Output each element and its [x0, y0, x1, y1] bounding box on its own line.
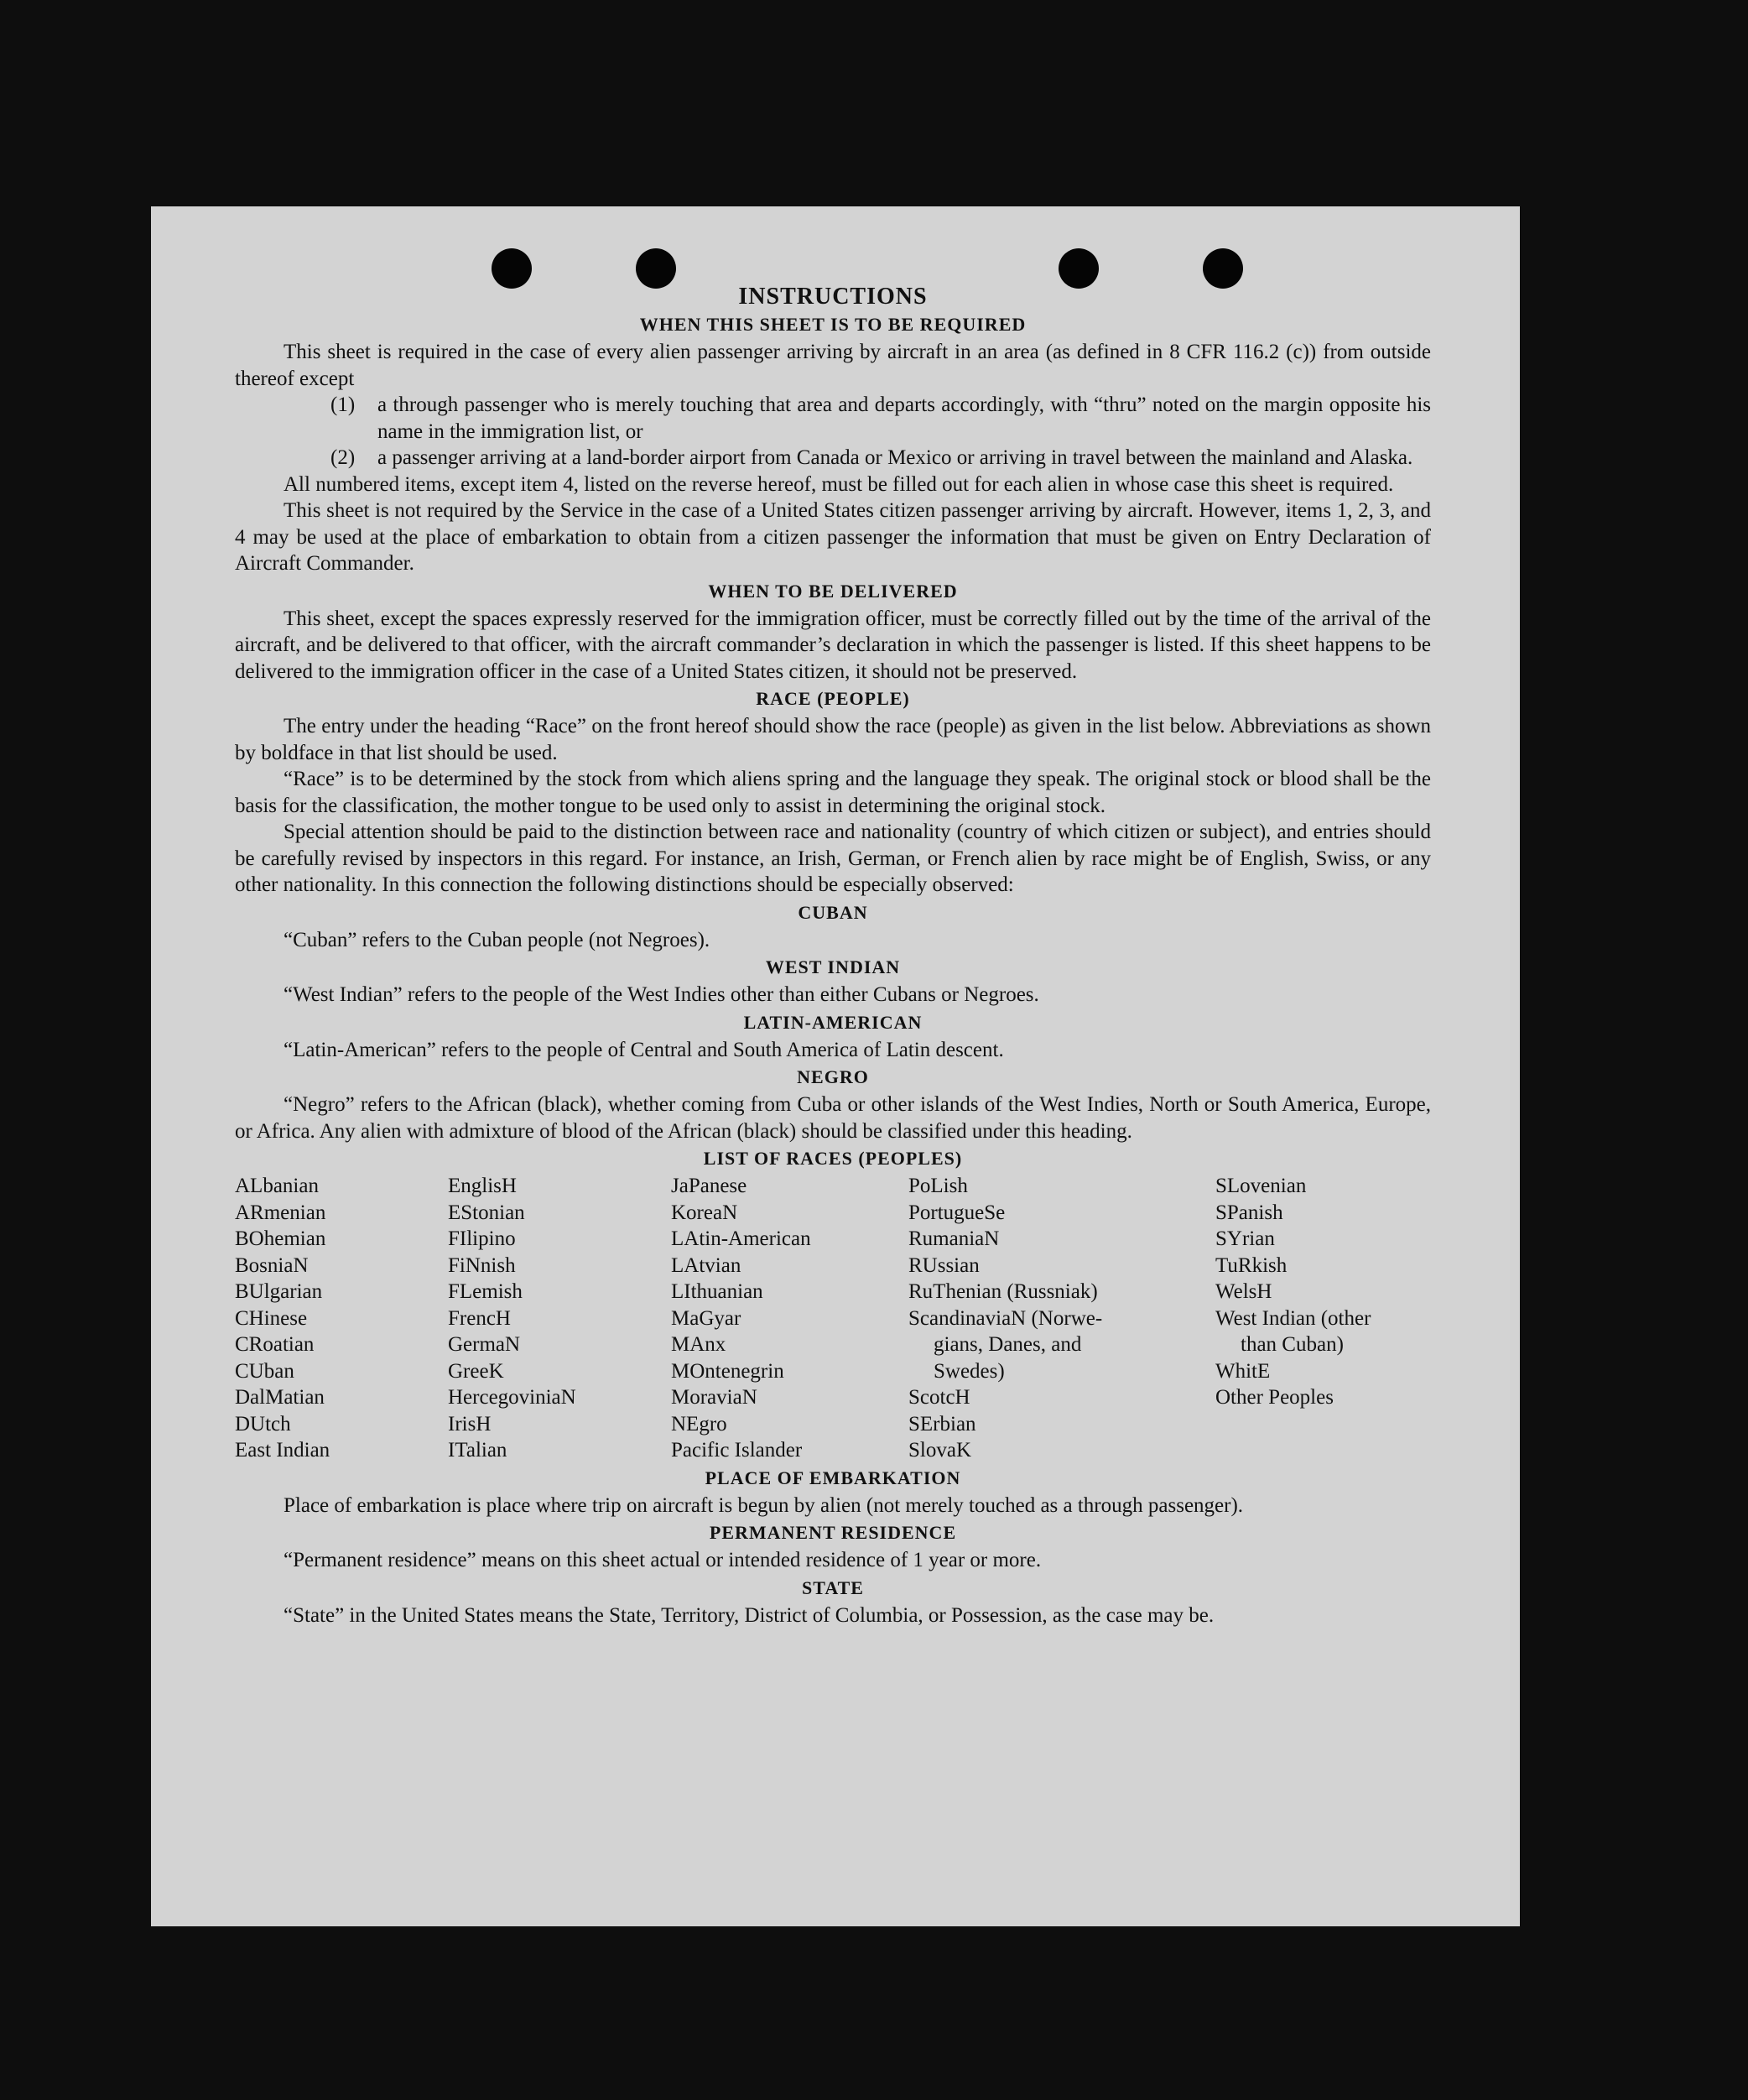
race-item: Pacific Islander — [671, 1439, 803, 1462]
numbered-item — [235, 445, 1431, 472]
punch-hole — [1059, 248, 1099, 289]
paragraph: Special attention should be paid to the distinction between race and nationality (country of which citizen or subject), and entries should be carefully revised by inspectors in this regard. For instance, an Irish, German, or French alien by race might be of English, Swiss, or any other nationality. In this connection the following distinctions should be especially observed: — [235, 821, 1431, 896]
race-item: JaPanese — [671, 1175, 747, 1197]
page-title: INSTRUCTIONS — [738, 284, 928, 310]
race-item: BOhemian — [235, 1227, 326, 1250]
paragraph: “Negro” refers to the African (black), whether coming from Cuba or other islands of the West Indies, North or South America, Europe, or Africa. Any alien with admixture of blood of the African (black) should be classified under this heading. — [235, 1093, 1431, 1143]
section-heading-required: WHEN THIS SHEET IS TO BE REQUIRED — [639, 314, 1027, 335]
race-item: WhitE — [1215, 1359, 1271, 1383]
paragraph: This sheet is required in the case of every alien passenger arriving by aircraft in an area (as defined in 8 CFR 116.2 (c)) from outside thereof except — [235, 341, 1431, 390]
race-item: BUlgarian — [235, 1280, 323, 1303]
section-heading-west-indian: WEST INDIAN — [765, 956, 901, 977]
race-item: PoLish — [908, 1175, 968, 1197]
race-item: BosniaN — [235, 1253, 309, 1277]
race-item: SLovenian — [1215, 1175, 1307, 1197]
race-item: than Cuban) — [1241, 1333, 1344, 1356]
race-item: MoraviaN — [671, 1386, 757, 1409]
race-item: ALbanian — [235, 1175, 319, 1197]
item-number: (1) — [330, 393, 356, 416]
race-item: MOntenegrin — [671, 1359, 784, 1383]
paragraph: “Cuban” refers to the Cuban people (not Negroes). — [284, 928, 710, 951]
item-text: a through passenger who is merely touching that area and departs accordingly, with “thru” noted on the margin opposite his name in the immigration list, or — [377, 393, 1431, 443]
race-item: WelsH — [1215, 1280, 1272, 1303]
race-column — [448, 1173, 671, 1464]
item-number: (2) — [330, 446, 356, 469]
numbered-item — [235, 392, 1431, 445]
paragraph: Place of embarkation is place where trip on aircraft is begun by alien (not merely touched as a through passenger). — [284, 1493, 1244, 1517]
race-item: IrisH — [448, 1412, 492, 1436]
instructions-content — [235, 284, 1431, 1628]
race-item: RumaniaN — [908, 1227, 1000, 1250]
race-item: LIthuanian — [671, 1280, 763, 1303]
race-item: RuThenian (Russniak) — [908, 1280, 1098, 1303]
section-heading-races: LIST OF RACES (PEOPLES) — [703, 1148, 963, 1169]
race-item: East Indian — [235, 1439, 330, 1462]
race-column — [671, 1173, 908, 1464]
document-sheet — [151, 206, 1520, 1926]
race-item: DUtch — [235, 1412, 291, 1436]
race-item: SYrian — [1215, 1227, 1275, 1250]
race-item: FrencH — [448, 1306, 511, 1330]
race-item: FiNnish — [448, 1253, 516, 1277]
section-heading-state: STATE — [802, 1576, 864, 1598]
section-heading-delivered: WHEN TO BE DELIVERED — [708, 580, 958, 602]
section-heading-negro: NEGRO — [797, 1066, 869, 1087]
race-item: gians, Danes, and — [934, 1333, 1082, 1356]
punch-hole — [1203, 248, 1243, 289]
paragraph: “West Indian” refers to the people of the West Indies other than either Cubans or Negroes. — [284, 983, 1039, 1006]
race-column — [235, 1173, 448, 1464]
race-item: ScotcH — [908, 1386, 970, 1409]
race-item: West Indian (other — [1215, 1306, 1371, 1330]
race-item: GermaN — [448, 1333, 521, 1356]
race-item: SErbian — [908, 1412, 976, 1436]
item-text: a passenger arriving at a land-border airport from Canada or Mexico or arriving in travel between the mainland and Alaska. — [377, 446, 1413, 469]
race-item: PortugueSe — [908, 1201, 1006, 1224]
race-item: FIlipino — [448, 1227, 516, 1250]
paragraph: The entry under the heading “Race” on the front hereof should show the race (people) as given in the list below. Abbreviations as shown by boldface in that list should be used. — [235, 715, 1431, 764]
race-item: LAtvian — [671, 1253, 741, 1277]
race-item: CHinese — [235, 1306, 308, 1330]
race-item: EnglisH — [448, 1175, 517, 1197]
paragraph: All numbered items, except item 4, listed on the reverse hereof, must be filled out for each alien in whose case this sheet is required. — [284, 472, 1394, 496]
race-item: RUssian — [908, 1253, 980, 1277]
section-heading-race: RACE (PEOPLE) — [756, 688, 910, 709]
paragraph: “Permanent residence” means on this sheet actual or intended residence of 1 year or more. — [284, 1549, 1042, 1571]
paragraph: “State” in the United States means the State, Territory, District of Columbia, or Possession, as the case may be. — [284, 1603, 1215, 1627]
race-list — [235, 1173, 1431, 1464]
paragraph: This sheet is not required by the Service in the case of a United States citizen passenger arriving by aircraft. However, items 1, 2, 3, and 4 may be used at the place of embarkation to obtain from a citizen passenger the information that must be given on Entry Declaration of Aircraft Commander. — [235, 499, 1431, 575]
race-item: SPanish — [1215, 1201, 1283, 1224]
race-item: SlovaK — [908, 1439, 971, 1462]
race-item: CUban — [235, 1359, 294, 1383]
section-heading-residence: PERMANENT RESIDENCE — [709, 1522, 957, 1543]
race-item: KoreaN — [671, 1201, 738, 1224]
paragraph: “Latin-American” refers to the people of Central and South America of Latin descent. — [284, 1038, 1004, 1061]
race-item: Swedes) — [934, 1359, 1005, 1383]
race-item: CRoatian — [235, 1333, 315, 1356]
paragraph: “Race” is to be determined by the stock from which aliens spring and the language they speak. The original stock or blood shall be the basis for the classification, the mother tongue to be used only to assist in determining the original stock. — [235, 768, 1431, 817]
race-item: FLemish — [448, 1280, 523, 1303]
race-item: DalMatian — [235, 1386, 325, 1409]
race-item: LAtin-American — [671, 1227, 811, 1250]
race-item: EStonian — [448, 1201, 525, 1224]
race-item: GreeK — [448, 1359, 504, 1383]
race-item: MaGyar — [671, 1306, 741, 1330]
section-heading-cuban: CUBAN — [798, 901, 868, 923]
race-item: NEgro — [671, 1412, 727, 1436]
race-item: MAnx — [671, 1333, 726, 1356]
section-heading-latin-american: LATIN-AMERICAN — [743, 1011, 923, 1033]
paragraph: This sheet, except the spaces expressly reserved for the immigration officer, must be correctly filled out by the time of the arrival of the aircraft, and be delivered to that officer, with the aircraft commander’s declaration in which the passenger is listed. If this sheet happens to be delivered to the immigration officer in the case of a United States citizen, it should not be preserved. — [235, 607, 1431, 683]
race-item: HercegoviniaN — [448, 1386, 576, 1409]
punch-hole — [492, 248, 532, 289]
race-item: Other Peoples — [1215, 1386, 1334, 1409]
race-item: ITalian — [448, 1439, 507, 1462]
race-item: TuRkish — [1215, 1253, 1288, 1277]
race-item: ScandinaviaN (Norwe- — [908, 1306, 1103, 1330]
race-item: ARmenian — [235, 1201, 326, 1224]
race-column — [1215, 1173, 1431, 1464]
race-column — [908, 1173, 1215, 1464]
punch-hole — [636, 248, 676, 289]
section-heading-embarkation: PLACE OF EMBARKATION — [705, 1467, 961, 1488]
